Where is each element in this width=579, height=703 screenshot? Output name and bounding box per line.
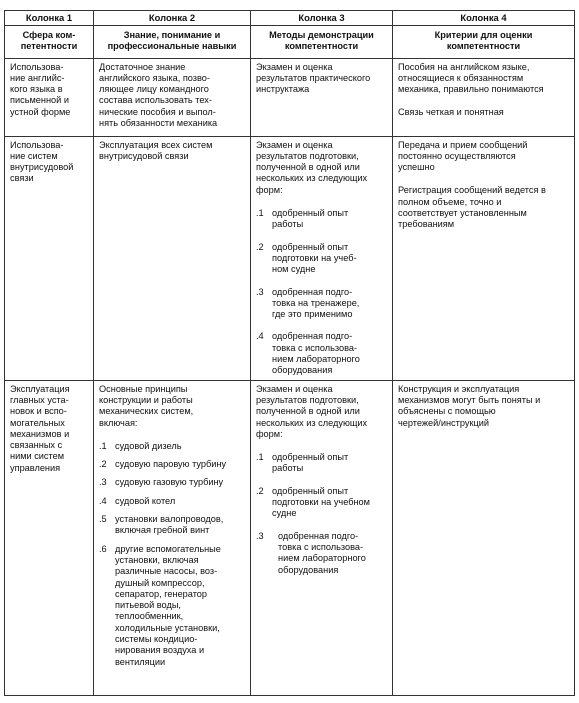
column-label: Колонка 3 [251,11,393,26]
competence-cell: Использова- ние английс- кого языка в письменной и устной форме [5,58,94,136]
item-number: .1 [256,208,264,219]
criteria-paragraph: Связь четкая и понятная [398,107,504,118]
item-text: установки валопроводов, включая гребной винт [115,514,224,536]
table-row [5,380,575,695]
item-number: .3 [256,286,264,297]
knowledge-cell: Эксплуатация всех систем внутрисудовой связи [94,136,251,380]
header-cell: Сфера ком- петентности [5,26,94,59]
item-text: судовую газовую турбину [115,477,224,488]
item-number: .4 [256,331,264,342]
item-text: судовую паровую турбину [115,459,227,470]
list-item [99,514,246,537]
list-item [256,287,388,321]
knowledge-cell: Достаточное знание английского языка, позво- ляющее лицу командного состава использовать тех- нические пособия и выпол- нять обязанности механика [94,58,251,136]
list-item [99,544,246,668]
methods-cell [251,380,393,695]
criteria-cell [393,380,575,695]
competence-cell: Эксплуатация главных уста- новок и вспо- могательных механизмов и связанных с ними систем управления [5,380,94,695]
column-label: Колонка 2 [94,11,251,26]
criteria-cell [393,58,575,136]
list-item [256,208,388,231]
header-cell: Знание, понимание и профессиональные навыки [94,26,251,59]
methods-intro: Экзамен и оценка результатов подготовки, полученной в одной или нескольких из следующих форм: [256,139,368,195]
header-cell: Методы демонстрации компетентности [251,26,393,59]
list-item [99,441,246,452]
criteria-paragraph: Регистрация сообщений ведется в полном объеме, точно и соответствует установленным требованиям [398,185,546,230]
item-text: судовой дизель [115,440,182,451]
item-text: одобренный опыт работы [272,208,349,230]
list-item [256,486,388,520]
item-number: .3 [99,477,107,488]
list-item [256,331,388,376]
item-number: .2 [99,459,107,470]
item-text: одобренная подго- товка с использова- нием лабораторного оборудования [272,331,360,376]
list-item [256,452,388,475]
knowledge-cell [94,380,251,695]
table-row [5,136,575,380]
criteria-paragraph: Пособия на английском языке, относящиеся к обязанностям механика, правильно понимаются [398,61,544,95]
list-item [99,496,246,507]
item-number: .2 [256,485,264,496]
list-item [256,242,388,276]
column-number-row [5,11,575,26]
item-text: одобренная подго- товка с использова- нием лабораторного оборудования [278,530,366,575]
item-text: другие вспомогательные установки, включая различные насосы, воз- душный компрессор, сепаратор, генератор питьевой воды, теплообменник, холодильные установки, системы кондицио- нирования воздуха и вентиляции [115,543,221,667]
competence-cell: Использова- ние систем внутрисудовой связи [5,136,94,380]
knowledge-intro: Основные принципы конструкции и работы механических систем, включая: [99,383,194,428]
table-row [5,58,575,136]
item-number: .4 [99,495,107,506]
item-text: одобренный опыт подготовки на учебном судне [272,485,370,519]
list-item [256,531,388,576]
item-text: одобренная подго- товка на тренажере, где это применимо [272,286,360,320]
criteria-paragraph: Конструкция и эксплуатация механизмов могут быть поняты и объяснены с помощью чертежей/инструкций [398,383,541,428]
item-number: .5 [99,514,107,525]
item-number: .1 [256,452,264,463]
header-row [5,26,575,59]
competence-table [4,10,575,696]
methods-cell [251,136,393,380]
item-text: одобренный опыт работы [272,452,349,474]
header-cell: Критерии для оценки компетентности [393,26,575,59]
methods-intro: Экзамен и оценка результатов практического инструктажа [256,61,371,95]
item-number: .6 [99,543,107,554]
item-text: одобренный опыт подготовки на учеб- ном судне [272,241,357,275]
list-item [99,459,246,470]
criteria-paragraph: Передача и прием сообщений постоянно осуществляются успешно [398,139,528,173]
item-number: .3 [256,530,264,541]
column-label: Колонка 4 [393,11,575,26]
list-item [99,477,246,488]
item-text: судовой котел [115,495,176,506]
criteria-cell [393,136,575,380]
item-number: .1 [99,440,107,451]
methods-cell [251,58,393,136]
item-number: .2 [256,241,264,252]
column-label: Колонка 1 [5,11,94,26]
methods-intro: Экзамен и оценка результатов подготовки, полученной в одной или нескольких из следующих форм: [256,383,368,439]
